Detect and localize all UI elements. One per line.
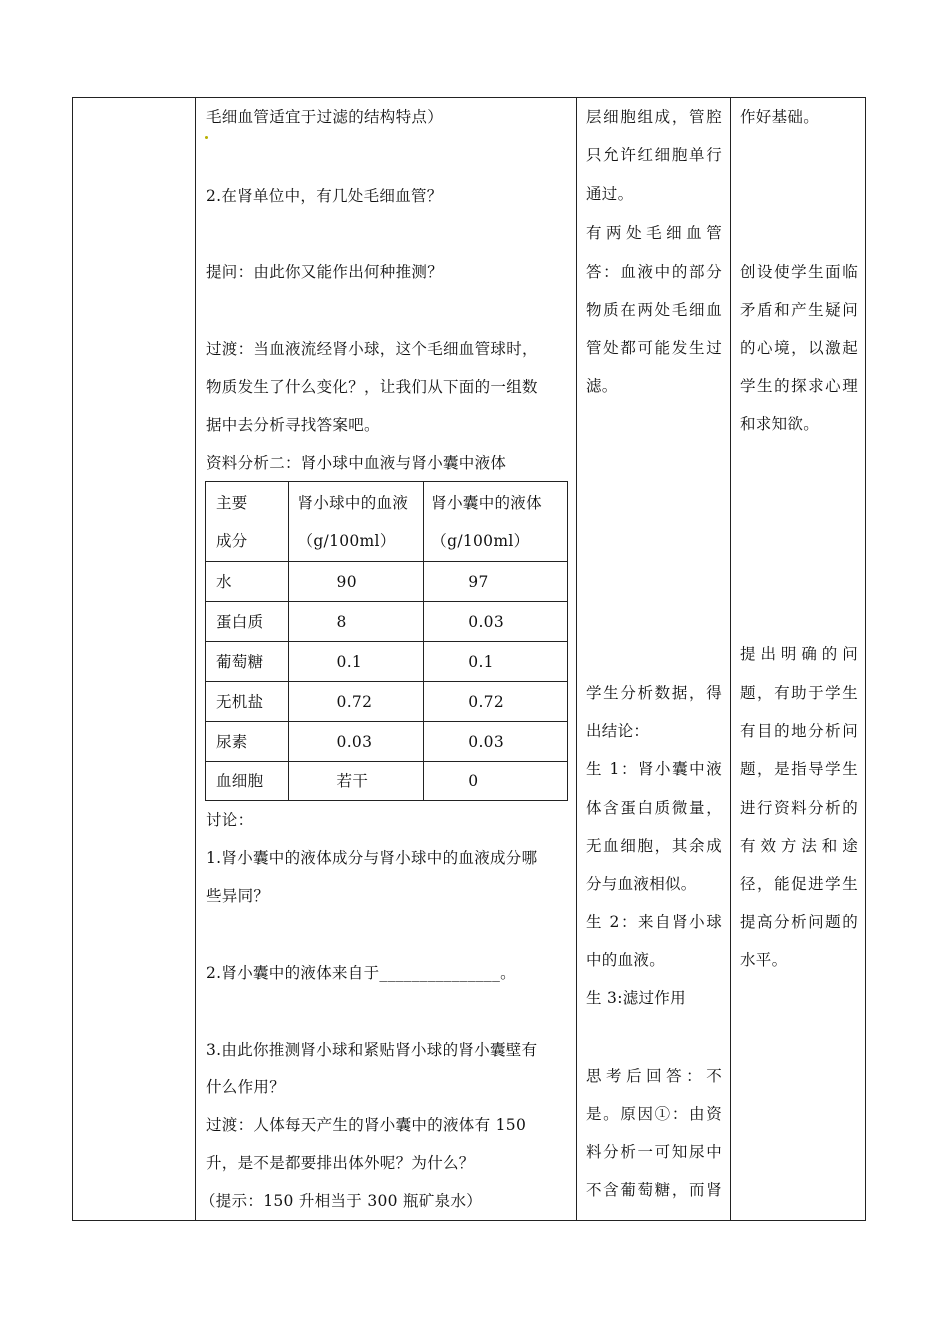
row-name: 血细胞 <box>206 762 289 801</box>
row-name: 蛋白质 <box>206 602 289 642</box>
student-text: 分与血液相似。 <box>586 875 697 893</box>
intent-text: 题，是指导学生 <box>740 760 858 778</box>
transition-line-1: 过渡：当血液流经肾小球，这个毛细血管球时， <box>206 340 538 358</box>
column-divider-2 <box>576 97 577 1221</box>
row-blood-value: 0.1 <box>288 642 424 682</box>
student-text: 物质在两处毛细血 <box>586 301 722 319</box>
transition2-line1: 过渡：人体每天产生的肾小囊中的液体有 150 <box>206 1116 527 1134</box>
row-capsule-value: 0 <box>424 762 568 801</box>
intent-text: 创设使学生面临 <box>740 263 858 281</box>
table-row <box>206 682 568 722</box>
student-text: 学生分析数据，得 <box>586 684 722 702</box>
header-capsule-line2: （g/100ml） <box>431 531 530 550</box>
row-blood-value: 8 <box>288 602 424 642</box>
student-text: 层细胞组成，管腔 <box>586 108 722 126</box>
student-text: 滤。 <box>586 377 618 395</box>
row-capsule-value: 0.03 <box>424 722 568 762</box>
question-inference: 提问：由此你又能作出何种推测？ <box>206 263 444 281</box>
row-blood-value: 0.72 <box>288 682 424 722</box>
scan-dot <box>205 136 208 139</box>
intent-text: 的心境，以激起 <box>740 339 858 357</box>
table-row <box>206 642 568 682</box>
table-row <box>206 602 568 642</box>
transition-line-2: 物质发生了什么变化？，让我们从下面的一组数 <box>206 378 538 396</box>
student-text: 生 3:滤过作用 <box>586 989 686 1007</box>
intent-text: 和求知欲。 <box>740 415 820 433</box>
intent-text: 水平。 <box>740 951 788 969</box>
intent-text: 进行资料分析的 <box>740 799 858 817</box>
student-text: 答：血液中的部分 <box>586 263 722 281</box>
discussion-q3-line1: 3.由此你推测肾小球和紧贴肾小球的肾小囊壁有 <box>206 1041 538 1059</box>
intent-text: 提出明确的问 <box>740 645 858 663</box>
header-capsule <box>424 482 568 562</box>
row-name: 无机盐 <box>206 682 289 722</box>
table-header-row <box>206 482 568 562</box>
student-text: 只允许红细胞单行 <box>586 146 722 164</box>
header-component-line1: 主要 <box>216 493 248 512</box>
text-structure-note: 毛细血管适宜于过滤的结构特点） <box>206 108 444 126</box>
row-capsule-value: 0.72 <box>424 682 568 722</box>
header-blood-line1: 肾小球中的血液 <box>297 493 409 512</box>
student-text: 管处都可能发生过 <box>586 339 722 357</box>
intent-text: 径，能促进学生 <box>740 875 858 893</box>
student-text: 通过。 <box>586 185 634 203</box>
student-text: 思考后回答：不 <box>586 1067 722 1085</box>
intent-text: 题，有助于学生 <box>740 684 858 702</box>
header-component-line2: 成分 <box>216 531 248 550</box>
student-text: 出结论： <box>586 722 650 740</box>
table-row <box>206 722 568 762</box>
row-name: 葡萄糖 <box>206 642 289 682</box>
intent-text: 提高分析问题的 <box>740 913 858 931</box>
intent-text: 有效方法和途 <box>740 837 858 855</box>
row-capsule-value: 0.1 <box>424 642 568 682</box>
discussion-q1-line2: 些异同？ <box>206 887 270 905</box>
student-text: 无血细胞，其余成 <box>586 837 722 855</box>
table-row <box>206 762 568 801</box>
student-text: 生 2：来自肾小球 <box>586 913 722 931</box>
transition2-line2: 升，是不是都要排出体外呢？为什么？ <box>206 1154 475 1172</box>
student-text: 不含葡萄糖，而肾 <box>586 1181 722 1199</box>
intent-text: 作好基础。 <box>740 108 820 126</box>
student-text: 生 1：肾小囊中液 <box>586 760 722 778</box>
header-component <box>206 482 289 562</box>
transition-line-3: 据中去分析寻找答案吧。 <box>206 416 380 434</box>
row-name: 尿素 <box>206 722 289 762</box>
intent-text: 有目的地分析问 <box>740 722 858 740</box>
intent-text: 学生的探求心理 <box>740 377 858 395</box>
header-capsule-line1: 肾小囊中的液体 <box>431 493 542 512</box>
student-text: 中的血液。 <box>586 951 666 969</box>
row-blood-value: 90 <box>288 562 424 602</box>
discussion-heading: 讨论： <box>206 811 254 829</box>
intent-text: 矛盾和产生疑问 <box>740 301 858 319</box>
student-text: 是。原因①：由资 <box>586 1105 722 1123</box>
student-text: 体含蛋白质微量， <box>586 799 722 817</box>
row-capsule-value: 97 <box>424 562 568 602</box>
row-blood-value: 若干 <box>288 762 424 801</box>
row-blood-value: 0.03 <box>288 722 424 762</box>
column-divider-3 <box>730 97 731 1221</box>
discussion-q3-line2: 什么作用？ <box>206 1078 286 1096</box>
student-text: 有两处毛细血管 <box>586 224 722 242</box>
column-divider-1 <box>195 97 196 1221</box>
discussion-q1-line1: 1.肾小囊中的液体成分与肾小球中的血液成分哪 <box>206 849 538 867</box>
discussion-q2: 2.肾小囊中的液体来自于_______________。 <box>206 964 516 982</box>
table-row <box>206 562 568 602</box>
hint-text: （提示：150 升相当于 300 瓶矿泉水） <box>200 1192 483 1210</box>
header-blood <box>288 482 424 562</box>
composition-table <box>205 481 568 801</box>
question-capillaries: 2.在肾单位中，有几处毛细血管？ <box>206 187 443 205</box>
data-analysis-title: 资料分析二：肾小球中血液与肾小囊中液体 <box>206 454 507 472</box>
row-name: 水 <box>206 562 289 602</box>
row-capsule-value: 0.03 <box>424 602 568 642</box>
header-blood-line2: （g/100ml） <box>297 531 396 550</box>
student-text: 料分析一可知尿中 <box>586 1143 722 1161</box>
